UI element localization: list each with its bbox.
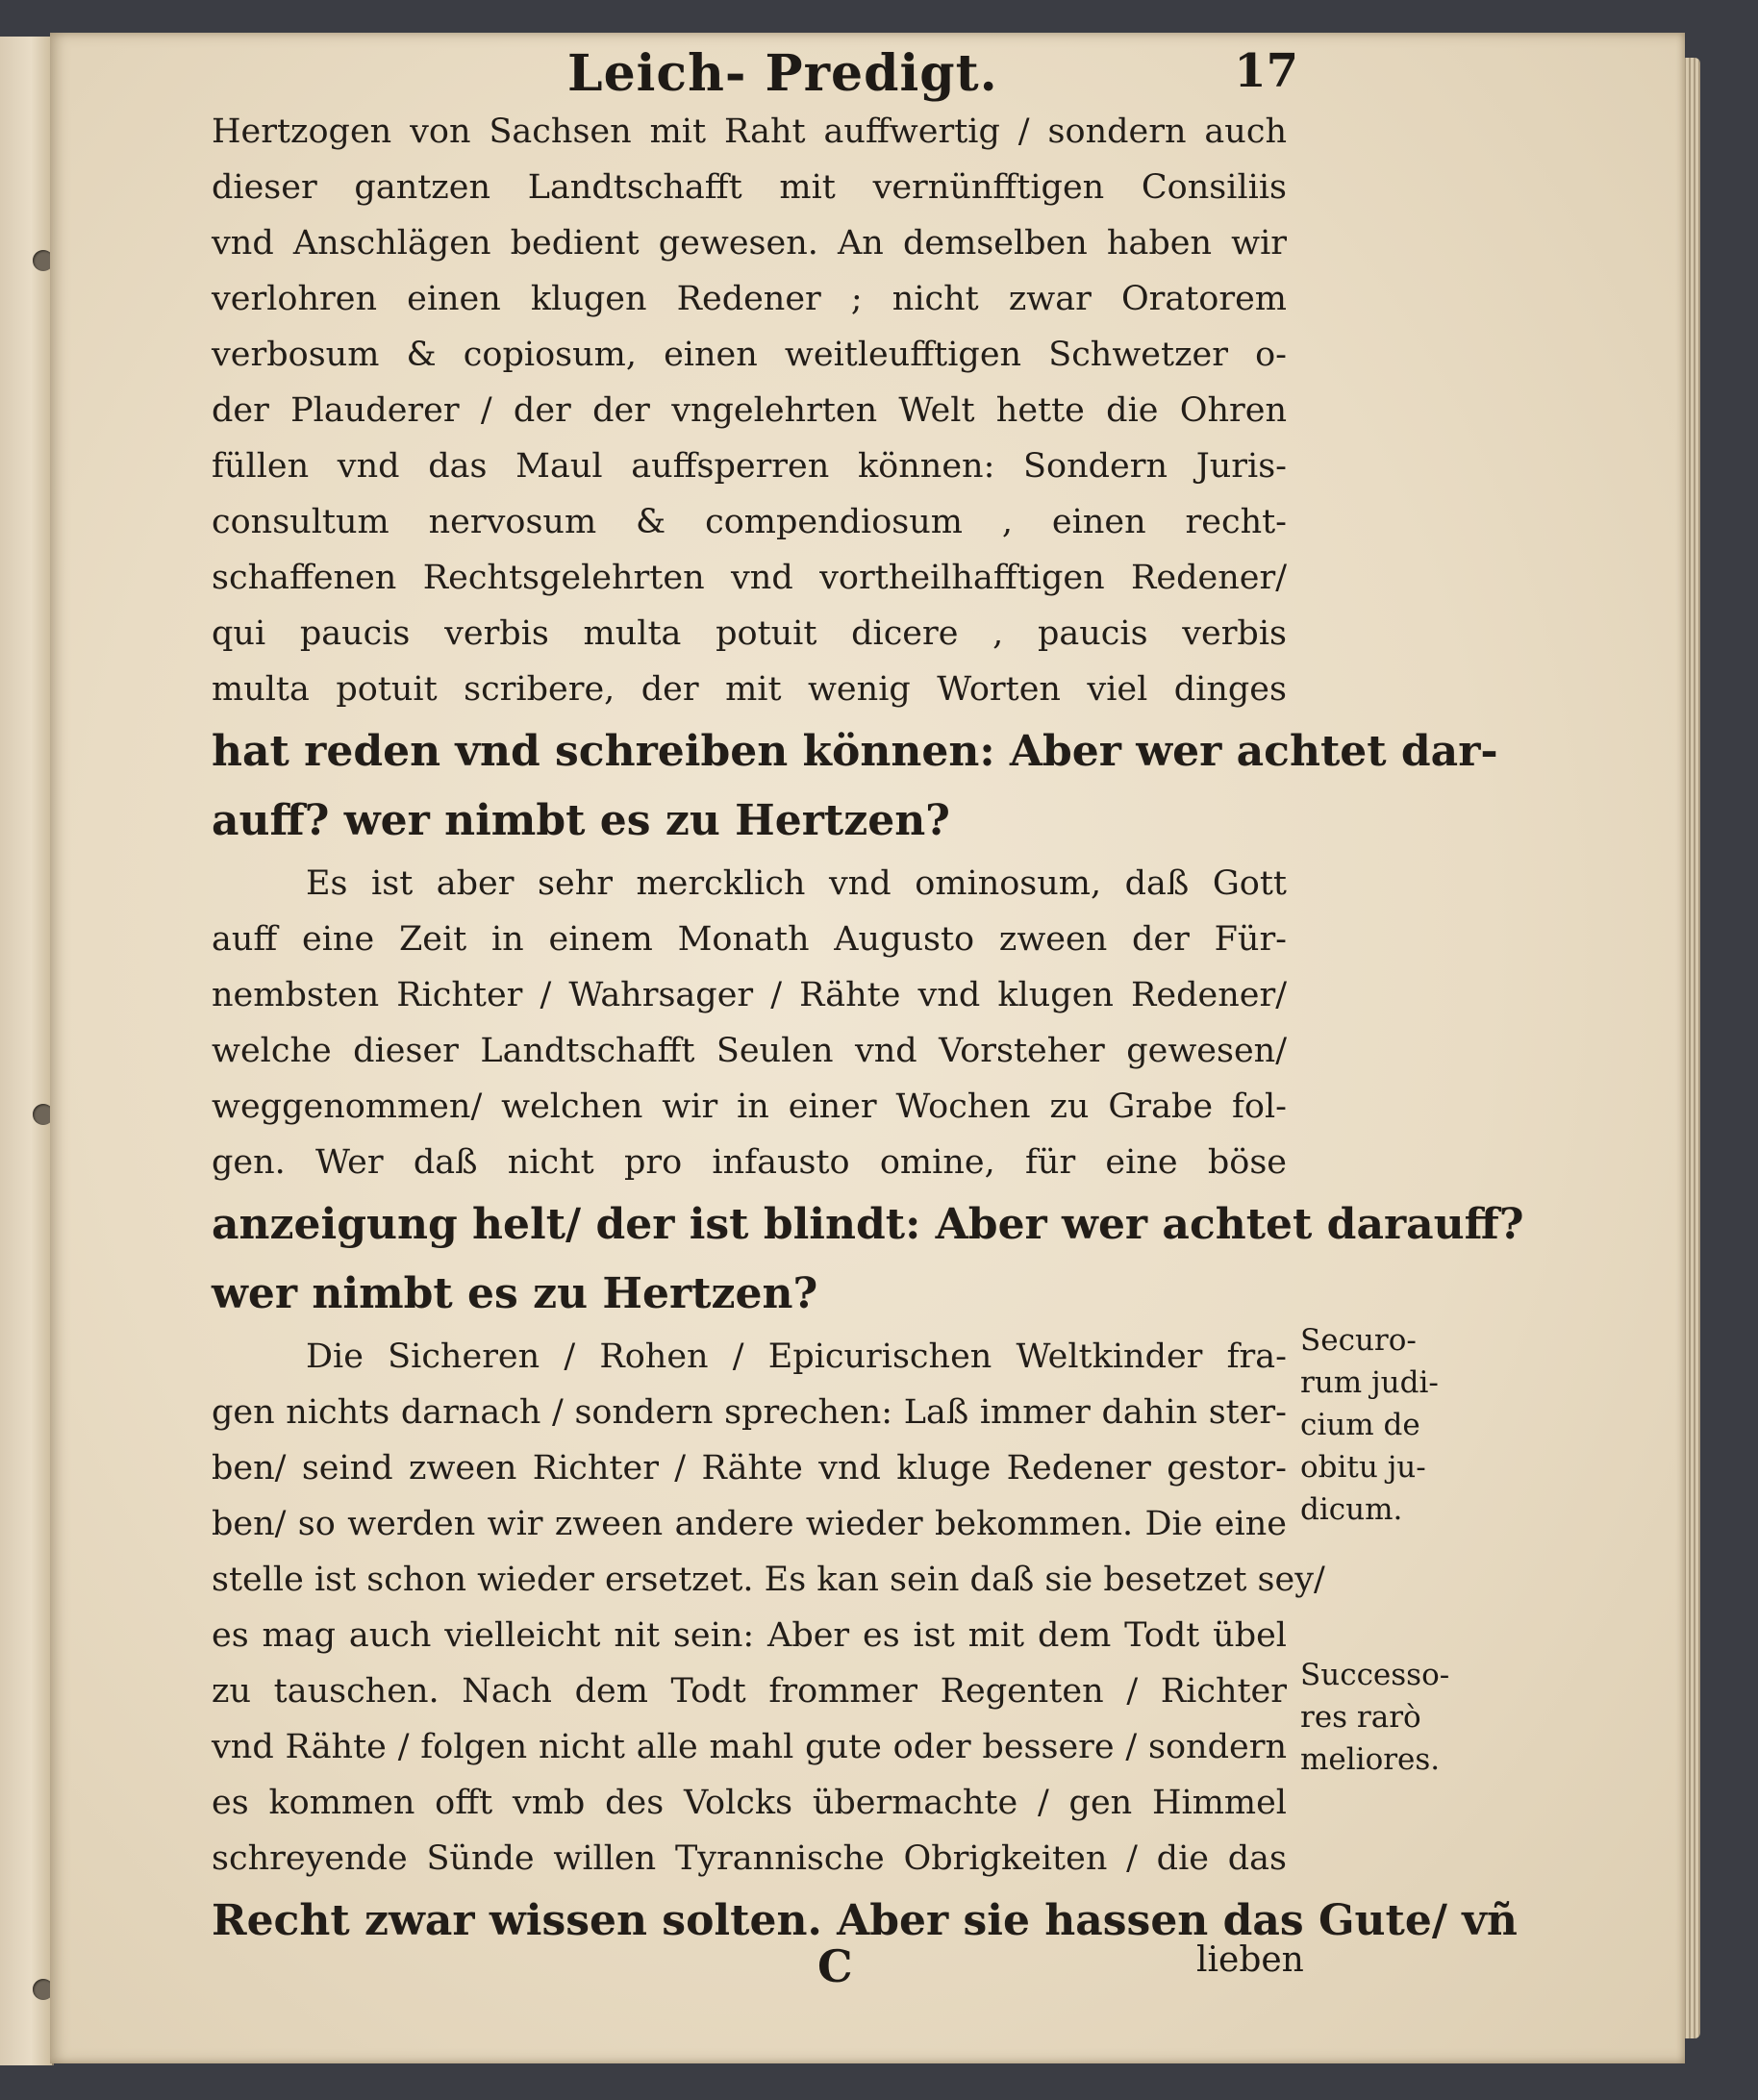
text-line: welche dieser Landtschafft Seulen vnd Vorsteher gewesen/ xyxy=(212,1032,1287,1070)
text-line: weggenommen/ welchen wir in einer Wochen zu Grabe fol- xyxy=(212,1088,1287,1126)
text-line-emphasis: hat reden vnd schreiben können: Aber wer achtet dar- xyxy=(212,727,1498,776)
text-line: vnd Rähte / folgen nicht alle mahl gute oder bessere / sondern xyxy=(212,1728,1287,1766)
margin-note-line: meliores. xyxy=(1300,1742,1441,1777)
text-line: zu tauschen. Nach dem Todt frommer Regenten / Richter xyxy=(212,1672,1287,1711)
paragraph-start-line: Die Sicheren / Rohen / Epicurischen Weltkinder fra- xyxy=(306,1338,1287,1376)
text-line: vnd Anschlägen bedient gewesen. An demselben haben wir xyxy=(212,224,1287,262)
text-line: gen. Wer daß nicht pro infausto omine, für eine böse xyxy=(212,1143,1287,1182)
page-number: 17 xyxy=(1234,44,1298,98)
text-line: es mag auch vielleicht nit sein: Aber es ist mit dem Todt übel xyxy=(212,1616,1287,1655)
text-line: dieser gantzen Landtschafft mit vernünfftigen Consiliis xyxy=(212,168,1287,207)
text-line: schreyende Sünde willen Tyrannische Obrigkeiten / die das xyxy=(212,1839,1287,1878)
margin-note-line: res rarò xyxy=(1300,1700,1421,1735)
text-line: der Plauderer / der der vngelehrten Welt hette die Ohren xyxy=(212,391,1287,430)
text-line: nembsten Richter / Wahrsager / Rähte vnd klugen Redener/ xyxy=(212,976,1287,1014)
text-line: consultum nervosum & compendiosum , einen recht- xyxy=(212,503,1287,541)
text-line: es kommen offt vmb des Volcks übermachte / gen Himmel xyxy=(212,1784,1287,1822)
text-line-emphasis: anzeigung helt/ der ist blindt: Aber wer achtet darauff? xyxy=(212,1200,1524,1249)
text-line: verbosum & copiosum, einen weitleufftigen Schwetzer o- xyxy=(212,336,1287,374)
margin-note-line: cium de xyxy=(1300,1408,1420,1442)
margin-note-line: dicum. xyxy=(1300,1492,1403,1527)
margin-note xyxy=(1300,1654,1493,1781)
running-title: Leich- Predigt. xyxy=(567,44,998,103)
text-line: füllen vnd das Maul auffsperren können: Sondern Juris- xyxy=(212,447,1287,486)
text-line: Hertzogen von Sachsen mit Raht auffwertig / sondern auch xyxy=(212,112,1287,151)
margin-note-line: Successo- xyxy=(1300,1658,1450,1692)
text-line: multa potuit scribere, der mit wenig Worten viel dinges xyxy=(212,670,1287,709)
catchword: lieben xyxy=(1196,1940,1304,1980)
margin-note-line: rum judi- xyxy=(1300,1365,1439,1400)
text-line-emphasis: wer nimbt es zu Hertzen? xyxy=(212,1269,818,1318)
text-line: verlohren einen klugen Redener ; nicht zwar Oratorem xyxy=(212,280,1287,318)
text-line: stelle ist schon wieder ersetzet. Es kan sein daß sie besetzet sey/ xyxy=(212,1561,1325,1599)
margin-note-line: Securo- xyxy=(1300,1323,1417,1358)
text-line: schaffenen Rechtsgelehrten vnd vortheilhafftigen Redener/ xyxy=(212,559,1287,597)
text-line-emphasis: auff? wer nimbt es zu Hertzen? xyxy=(212,796,950,845)
text-line: gen nichts darnach / sondern sprechen: Laß immer dahin ster- xyxy=(212,1393,1287,1432)
text-line: ben/ so werden wir zween andere wieder bekommen. Die eine xyxy=(212,1505,1287,1543)
running-header xyxy=(567,44,1298,112)
left-facing-page-edge xyxy=(0,37,54,2065)
signature-mark: C xyxy=(817,1940,853,1992)
text-line: auff eine Zeit in einem Monath Augusto zween der Für- xyxy=(212,920,1287,959)
margin-note xyxy=(1300,1319,1493,1531)
text-line-emphasis: Recht zwar wissen solten. Aber sie hassen das Gute/ vñ xyxy=(212,1896,1518,1945)
paragraph-start-line: Es ist aber sehr mercklich vnd ominosum, daß Gott xyxy=(306,864,1287,903)
text-line: ben/ seind zween Richter / Rähte vnd kluge Redener gestor- xyxy=(212,1449,1287,1488)
margin-note-line: obitu ju- xyxy=(1300,1450,1426,1485)
text-line: qui paucis verbis multa potuit dicere , paucis verbis xyxy=(212,614,1287,653)
